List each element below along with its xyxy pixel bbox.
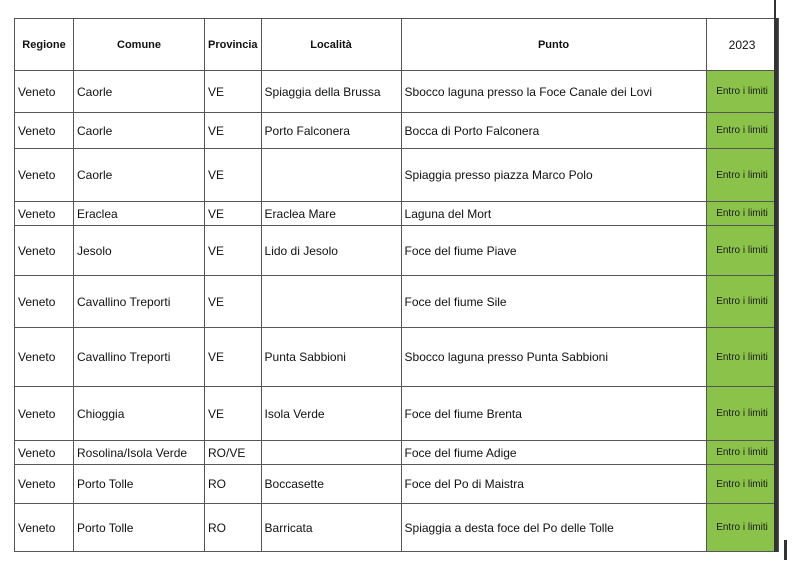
cell-status: Entro i limiti bbox=[706, 71, 778, 113]
cell-provincia: VE bbox=[205, 328, 262, 387]
cell-punto: Spiaggia presso piazza Marco Polo bbox=[401, 149, 706, 202]
cell-provincia: VE bbox=[205, 71, 262, 113]
header-regione: Regione bbox=[15, 19, 74, 71]
cell-punto: Foce del fiume Sile bbox=[401, 276, 706, 328]
cell-comune: Caorle bbox=[74, 149, 205, 202]
header-punto: Punto bbox=[401, 19, 706, 71]
cell-regione: Veneto bbox=[15, 149, 74, 202]
cell-localita: Barricata bbox=[261, 504, 401, 552]
edge-bar-top bbox=[774, 0, 776, 18]
cell-regione: Veneto bbox=[15, 465, 74, 504]
cell-localita: Spiaggia della Brussa bbox=[261, 71, 401, 113]
cell-provincia: RO/VE bbox=[205, 441, 262, 465]
edge-bar-bottom-tick bbox=[784, 540, 787, 560]
cell-regione: Veneto bbox=[15, 71, 74, 113]
table-row bbox=[15, 276, 779, 328]
cell-punto: Bocca di Porto Falconera bbox=[401, 113, 706, 149]
cell-status: Entro i limiti bbox=[706, 387, 778, 441]
table-row bbox=[15, 387, 779, 441]
cell-regione: Veneto bbox=[15, 113, 74, 149]
cell-comune: Caorle bbox=[74, 71, 205, 113]
cell-provincia: VE bbox=[205, 226, 262, 276]
cell-status: Entro i limiti bbox=[706, 465, 778, 504]
header-localita: Località bbox=[261, 19, 401, 71]
cell-punto: Foce del fiume Adige bbox=[401, 441, 706, 465]
cell-status: Entro i limiti bbox=[706, 113, 778, 149]
table-row bbox=[15, 226, 779, 276]
cell-localita: Porto Falconera bbox=[261, 113, 401, 149]
cell-punto: Spiaggia a desta foce del Po delle Tolle bbox=[401, 504, 706, 552]
cell-comune: Jesolo bbox=[74, 226, 205, 276]
cell-comune: Cavallino Treporti bbox=[74, 276, 205, 328]
header-row bbox=[15, 19, 779, 71]
table-row bbox=[15, 113, 779, 149]
water-quality-table bbox=[14, 18, 779, 552]
cell-localita: Punta Sabbioni bbox=[261, 328, 401, 387]
cell-status: Entro i limiti bbox=[706, 441, 778, 465]
cell-comune: Cavallino Treporti bbox=[74, 328, 205, 387]
table-row bbox=[15, 504, 779, 552]
cell-regione: Veneto bbox=[15, 504, 74, 552]
cell-comune: Rosolina/Isola Verde bbox=[74, 441, 205, 465]
cell-regione: Veneto bbox=[15, 226, 74, 276]
cell-regione: Veneto bbox=[15, 202, 74, 226]
table-row bbox=[15, 202, 779, 226]
cell-localita bbox=[261, 276, 401, 328]
cell-comune: Caorle bbox=[74, 113, 205, 149]
cell-provincia: VE bbox=[205, 202, 262, 226]
cell-punto: Foce del Po di Maistra bbox=[401, 465, 706, 504]
cell-status: Entro i limiti bbox=[706, 504, 778, 552]
cell-provincia: RO bbox=[205, 465, 262, 504]
cell-punto: Foce del fiume Brenta bbox=[401, 387, 706, 441]
table-row bbox=[15, 328, 779, 387]
cell-provincia: VE bbox=[205, 113, 262, 149]
table-row bbox=[15, 149, 779, 202]
cell-punto: Sbocco laguna presso la Foce Canale dei Lovi bbox=[401, 71, 706, 113]
cell-punto: Sbocco laguna presso Punta Sabbioni bbox=[401, 328, 706, 387]
header-year: 2023 bbox=[706, 19, 778, 71]
table-row bbox=[15, 465, 779, 504]
cell-comune: Eraclea bbox=[74, 202, 205, 226]
cell-provincia: VE bbox=[205, 149, 262, 202]
cell-localita: Eraclea Mare bbox=[261, 202, 401, 226]
cell-comune: Porto Tolle bbox=[74, 504, 205, 552]
cell-comune: Porto Tolle bbox=[74, 465, 205, 504]
table-row bbox=[15, 71, 779, 113]
data-table bbox=[14, 18, 779, 552]
cell-status: Entro i limiti bbox=[706, 149, 778, 202]
header-comune: Comune bbox=[74, 19, 205, 71]
cell-punto: Foce del fiume Piave bbox=[401, 226, 706, 276]
cell-comune: Chioggia bbox=[74, 387, 205, 441]
cell-status: Entro i limiti bbox=[706, 276, 778, 328]
cell-status: Entro i limiti bbox=[706, 328, 778, 387]
cell-localita: Boccasette bbox=[261, 465, 401, 504]
cell-localita: Isola Verde bbox=[261, 387, 401, 441]
edge-bar-right bbox=[774, 18, 778, 552]
cell-status: Entro i limiti bbox=[706, 202, 778, 226]
cell-regione: Veneto bbox=[15, 328, 74, 387]
table-row bbox=[15, 441, 779, 465]
cell-provincia: RO bbox=[205, 504, 262, 552]
cell-provincia: VE bbox=[205, 276, 262, 328]
cell-regione: Veneto bbox=[15, 276, 74, 328]
cell-regione: Veneto bbox=[15, 387, 74, 441]
cell-localita bbox=[261, 149, 401, 202]
cell-punto: Laguna del Mort bbox=[401, 202, 706, 226]
cell-regione: Veneto bbox=[15, 441, 74, 465]
cell-localita: Lido di Jesolo bbox=[261, 226, 401, 276]
cell-provincia: VE bbox=[205, 387, 262, 441]
header-provincia: Provincia bbox=[205, 19, 262, 71]
cell-status: Entro i limiti bbox=[706, 226, 778, 276]
cell-localita bbox=[261, 441, 401, 465]
